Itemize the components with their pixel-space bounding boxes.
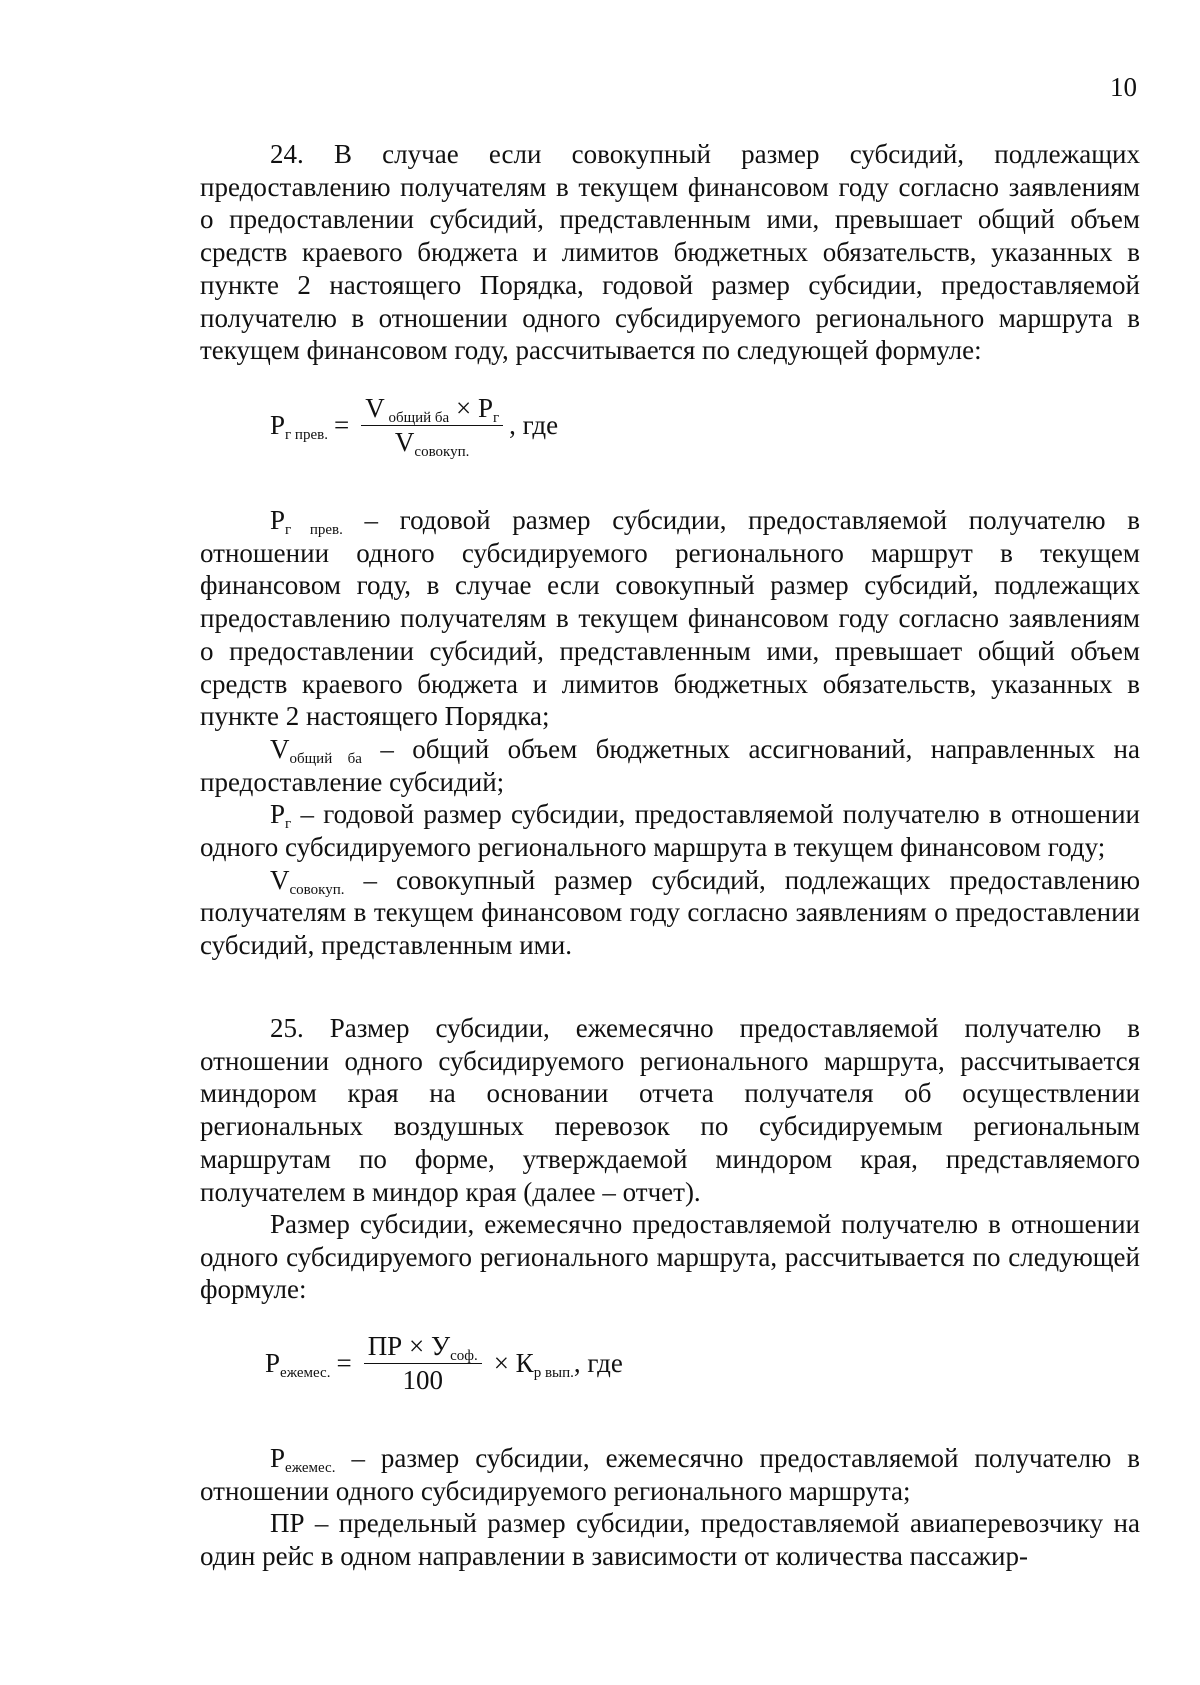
formula2-lhs: $Р_{ежемес.}$ (265, 1348, 331, 1381)
definition-pr: ПР – предельный размер субсидии, предоставляемой авиаперевозчику на один рейс в одном направлении в зависимости от количества пассажир- (200, 1508, 1140, 1572)
definition-pg-prev: $Р_{г прев.}$ – годовой размер субсидии, предоставляемой получателю в отношении одного субсидируемого регионального маршрут в текущем финансовом году, в случае если совокупный размер субсидий, подлежащих предоставлению получателям в текущем финансовом году согласно заявлениям о предоставлении субсидий, представленным ими, превышает общий объем средств краевого бюджета и лимитов бюджетных обязательств, указанных в пункте 2 настоящего Порядка; (200, 505, 1140, 732)
formula2-k-multiplier: × $К_{р вып.}$ (493, 1348, 574, 1381)
paragraph-24: 24. В случае если совокупный размер субсидий, подлежащих предоставлению получателям в текущем финансовом году согласно заявлениям о предоставлении субсидий, представленным ими, превышает общий объем средств краевого бюджета и лимитов бюджетных обязательств, указанных в пункте 2 настоящего Порядка, годовой размер субсидии, предоставляемой получателю в отношении одного субсидируемого регионального маршрута в текущем финансовом году, рассчитывается по следующей формуле: (200, 139, 1140, 366)
formula1-denominator: $V_{совокуп.}$ (394, 427, 470, 460)
formula1-numerator: V $_{общий ба} \times Р_г$ (361, 395, 503, 426)
formula2-suffix: , где (573, 1348, 623, 1378)
formula1-eq: = (333, 410, 350, 440)
definition-pg: $Р_г$ – годовой размер субсидии, предоставляемой получателю в отношении одного субсидируемого регионального маршрута в текущем финансовом году; (200, 799, 1140, 863)
definitions-formula2 (200, 1442, 1140, 1573)
formula-monthly-subsidy (265, 1333, 623, 1394)
definition-v-obshchiy: $V_{общий ба}$ – общий объем бюджетных ассигнований, направленных на предоставление субсидий; (200, 733, 1140, 797)
paragraph-25: 25. Размер субсидии, ежемесячно предоставляемой получателю в отношении одного субсидируемого регионального маршрута, рассчитывается миндором края на основании отчета получателя об осуществлении региональных воздушных перевозок по субсидируемым региональным маршрутам по форме, утверждаемой миндором края, представляемого получателем в миндор края (далее – отчет). (200, 1013, 1140, 1207)
formula1-lhs: $Р_{г прев.}$ (270, 410, 328, 443)
formula-annual-subsidy (270, 393, 559, 460)
formula1-fraction (361, 393, 503, 460)
formula2-eq: = (336, 1348, 352, 1378)
formula1-suffix: , где (509, 410, 559, 440)
definitions-formula1 (200, 504, 1140, 962)
definition-v-sovokup: $V_{совокуп.}$ – совокупный размер субсидий, подлежащих предоставлению получателям в текущем финансовом году согласно заявлениям о предоставлении субсидий, представленным ими. (200, 864, 1140, 961)
formula2-fraction (364, 1333, 482, 1394)
page-number: 10 (1110, 72, 1137, 102)
formula2-numerator: ПР × $У_{соф.}$ (364, 1333, 482, 1364)
paragraph-25-formula-intro: Размер субсидии, ежемесячно предоставляемой получателю в отношении одного субсидируемого регионального маршрута, рассчитывается по следующей формуле: (200, 1209, 1140, 1305)
formula2-denominator: 100 (402, 1365, 443, 1395)
definition-p-ezhemes: $Р_{ежемес.}$ – размер субсидии, ежемесячно предоставляемой получателю в отношении одного субсидируемого регионального маршрута; (200, 1443, 1140, 1506)
